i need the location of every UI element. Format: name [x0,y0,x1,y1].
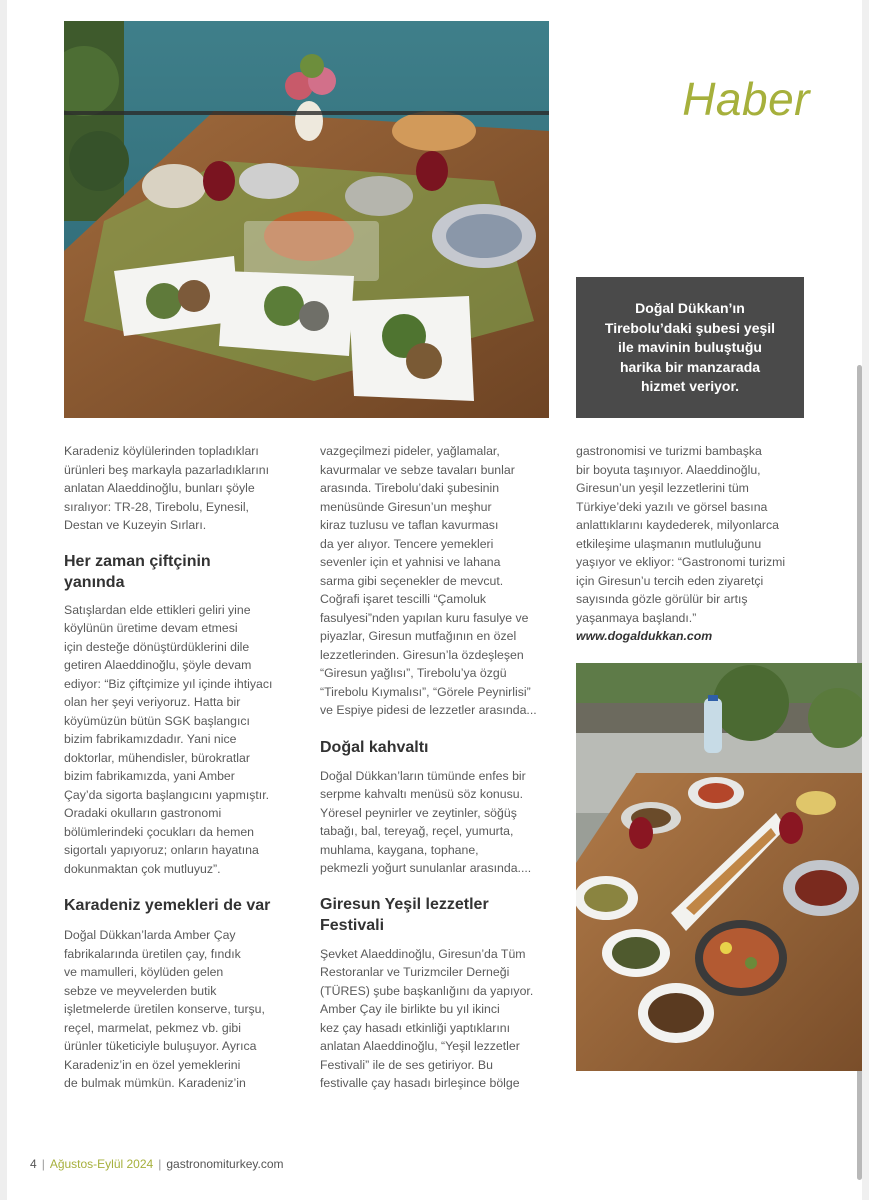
gastronomy-paragraph: gastronomisi ve turizmi bambaşka bir boyuta taşınıyor. Alaeddinoğlu, Giresun’un yeşil lezzetlerini tüm Türkiye’deki yazılı ve görsel basına anlattıklarını kaydederek, milyonlarca etkileşime ulaşmanın mutluluğunu yaşıyor ve ekliyor: “Gastronomi turizmi için Giresun’u tercih eden ziyaretçi sayısında gözle görülür bir artış yaşanmaya başlandı.” [576,444,786,625]
article-column-3 [576,442,806,646]
footer-site[interactable]: gastronomiturkey.com [166,1157,284,1171]
subheading-festival: Giresun Yeşil lezzetler Festivali [320,895,489,934]
page-number: 4 [30,1157,37,1171]
photo-caption [576,277,804,418]
section-label: Haber [682,73,810,125]
festival-paragraph: Şevket Alaeddinoğlu, Giresun’da Tüm Restoranlar ve Turizmciler Derneği (TÜRES) şube başkanlığını da yapıyor. Amber Çay ile birlikte bu yıl ikinci kez çay hasadı etkinliği yaptıklarını anlatan Alaeddinoğlu, “Yeşil lezzetler Festivali” ile de ses getiriyor. Bu festivalle çay hasadı birleşince bölge [320,946,534,1090]
issue-date: Ağustos-Eylül 2024 [49,1157,154,1171]
subheading-farmer: Her zaman çiftçinin yanında [64,552,211,591]
breakfast-paragraph: Doğal Dükkan’ların tümünde enfes bir serpme kahvaltı menüsü söz konusu. Yöresel peynirler ve zeytinler, söğüş tabağı, bal, tereyağ, reçel, yumurta, muhlama, kaygana, tophane, pekmezli yoğurt sunulanlar arasında.... [320,768,532,875]
article-column-2 [320,442,550,1093]
caption-line: Tirebolu’daki şubesi yeşil [604,319,776,336]
breakfast-spread-photo [576,663,862,1071]
farmer-paragraph: Satışlardan elde ettikleri geliri yine köylünün üretime devam etmesi için desteğe dönüştürdüklerini dile getiren Alaeddinoğlu, şöyle devam ediyor: “Biz çiftçimize yıl içinde ihtiyacı olan her şeyi veriyoruz. Hatta bir köyümüzün bütün SGK başlangıcı bizim fabrikamızdadır. Yani nice doktorlar, mühendisler, bürokratlar bizim fabrikamızda, yani Amber Çay’da sigorta başlangıcını yapmıştır. Oradaki okulların gastronomi bölümlerindeki çocukları da hemen sigortalı yapıyoruz; onların hayatına dokunmaktan çok mutluyuz”. [64,602,273,876]
article-column-1 [64,442,294,1093]
intro-paragraph: Karadeniz köylülerinden topladıkları ürünleri beş markayla pazarladıklarını anlatan Alaeddinoğlu, bunları şöyle sıralıyor: TR-28, Tirebolu, Eynesil, Destan ve Kuzeyin Sırları. [64,444,270,532]
page-edge-left [0,0,7,1200]
caption-line: hizmet veriyor. [640,378,740,394]
website-link[interactable]: www.dogaldukkan.com [576,629,713,643]
page-edge-right [862,0,869,1200]
dishes-paragraph: vazgeçilmezi pideler, yağlamalar, kavurmalar ve sebze tavaları bunlar arasında. Tirebolu’daki şubesinin menüsünde Giresun’un meşhur kiraz tuzlusu ve taflan kavurması da yer alıyor. Tencere yemekleri sevenler için et yahnisi ve lahana sarma gibi seçenekler de mevcut. Coğrafi işaret tescilli “Çamoluk fasulyesi”nden yapılan kuru fasulye ve piyazlar, Giresun mutfağının en özel lezzetlerinden. Giresun’la özdeşleşen “Giresun yağlısı”, Tirebolu’ya özgü “Tirebolu Kıymalısı”, “Görele Peynirlisi” ve Espiye pidesi de lezzetler arasında... [320,444,537,717]
caption-line: ile mavinin buluştuğu [618,339,762,355]
black-sea-paragraph: Doğal Dükkan’larda Amber Çay fabrikalarında üretilen çay, fındık ve mamulleri, köylüden gelen sebze ve meyvelerden butik işletmelerde üretilen konserve, turşu, reçel, marmelat, pekmez vb. gibi ürünler tüketiciyle buluşuyor. Ayrıca Karadeniz’in en özel yemeklerini de bulmak mümkün. Karadeniz’in [64,928,265,1090]
caption-line: harika bir manzarada [619,358,761,375]
subheading-black-sea-dishes: Karadeniz yemekleri de var [64,897,271,914]
subheading-breakfast: Doğal kahvaltı [320,738,429,756]
restaurant-table-photo [64,21,549,418]
caption-line: Doğal Dükkan’ın [635,300,745,316]
page-footer [30,1157,284,1171]
footer-separator: | [41,1157,45,1171]
footer-separator: | [158,1157,162,1171]
